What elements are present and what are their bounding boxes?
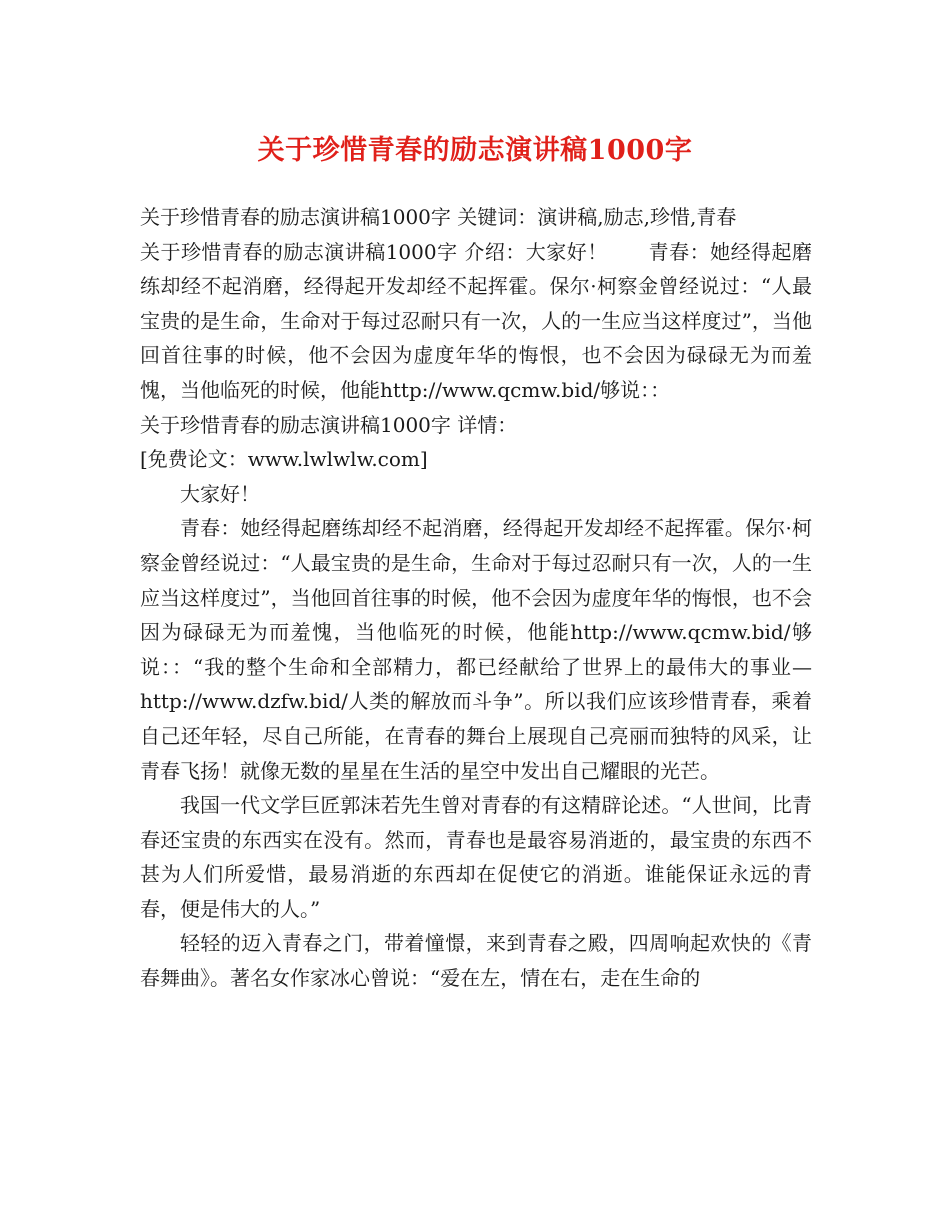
keywords-line: 关于珍惜青春的励志演讲稿1000字 关键词：演讲稿,励志,珍惜,青春 [140, 205, 737, 229]
body-paragraph-2: 我国一代文学巨匠郭沫若先生曾对青春的有这精辟论述。“人世间，比青春还宝贵的东西实在没有。然而，青春也是最容易消逝的，最宝贵的东西不甚为人们所爱惜，最易消逝的东西却在促使它的消逝。谁能保证永远的青春，便是伟大的人。” [140, 793, 812, 921]
body-paragraph-1: 青春：她经得起磨练却经不起消磨，经得起开发却经不起挥霍。保尔·柯察金曾经说过：“人最宝贵的是生命，生命对于每过忍耐只有一次，人的一生应当这样度过”，当他回首往事的时候，他不会因为虚度年华的悔恨，也不会因为碌碌无为而羞愧，当他临死的时候，他能http://www.qcmw.bid/够说：：“我的整个生命和全部精力，都已经献给了世界上的最伟大的事业—http://www.dzfw.bid/人类的解放而斗争”。所以我们应该珍惜青春，乘着自己还年轻，尽自己所能，在青春的舞台上展现自己亮丽而独特的风采，让青春飞扬！就像无数的星星在生活的星空中发出自己耀眼的光芒。 [140, 516, 812, 783]
intro-paragraph: 关于珍惜青春的励志演讲稿1000字 介绍：大家好！ 青春：她经得起磨练却经不起消磨，经得起开发却经不起挥霍。保尔·柯察金曾经说过：“人最宝贵的是生命，生命对于每过忍耐只有一次，人的一生应当这样度过”，当他回首往事的时候，他不会因为虚度年华的悔恨，也不会因为碌碌无为而羞愧，当他临死的时候，他能http://www.qcmw.bid/够说：： [140, 239, 812, 402]
greeting-line: 大家好！ [180, 481, 260, 506]
free-paper-line: [免费论文：www.lwlwlw.com] [140, 447, 428, 472]
document-title: 关于珍惜青春的励志演讲稿1000字 [257, 135, 693, 166]
body-paragraph-3: 轻轻的迈入青春之门，带着憧憬，来到青春之殿，四周响起欢快的《青春舞曲》。著名女作家冰心曾说：“爱在左，情在右，走在生命的 [140, 931, 812, 991]
document-body [140, 200, 812, 996]
details-line: 关于珍惜青春的励志演讲稿1000字 详情： [140, 412, 518, 437]
